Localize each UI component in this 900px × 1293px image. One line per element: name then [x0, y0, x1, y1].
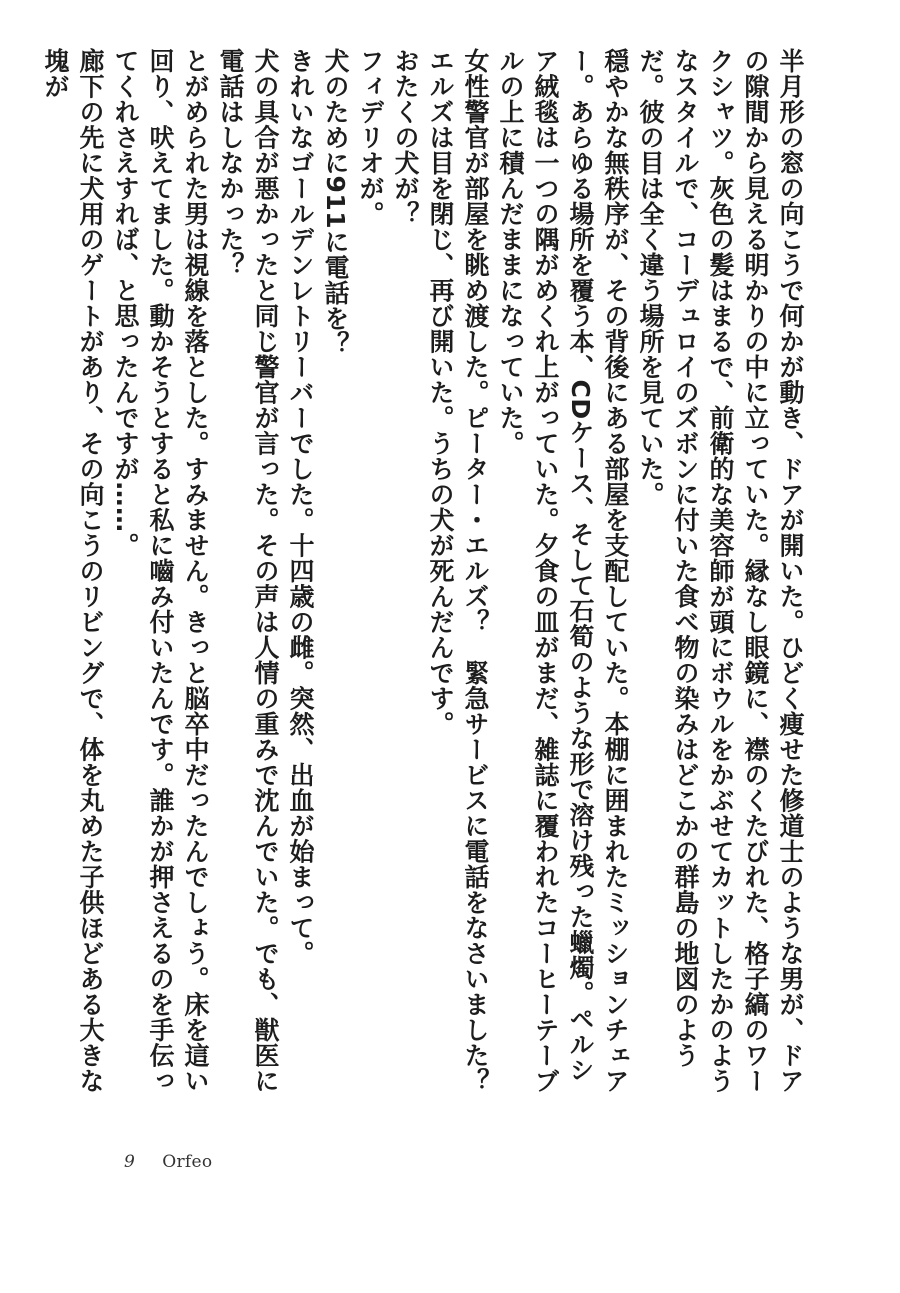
paragraph: 穏やかな無秩序が、その背後にある部屋を支配していた。本棚に囲まれたミッションチェアー。あらゆる場所を覆う本、CDケース、そして石筍のような形で溶け残った蠟燭。ペルシア絨毯は一つの隅がめくれ上がっていた。夕食の皿がまだ、雑誌に覆われたコーヒーテーブルの上に積んだままになっていた。	[496, 48, 630, 1094]
paragraph: きれいなゴールデンレトリーバーでした。十四歳の雌。突然、出血が始まって。	[286, 48, 315, 966]
paragraph: 女性警官が部屋を眺め渡した。ピーター・エルズ？ 緊急サービスに電話をなさいました？	[461, 48, 490, 1094]
paragraph: おたくの犬が？	[391, 48, 420, 227]
paragraph: 犬の具合が悪かったと同じ警官が言った。その声は人情の重みで沈んでいた。でも、獣医に電話はしなかった？	[216, 48, 280, 1094]
paragraph: とがめられた男は視線を落とした。すみません。きっと脳卒中だったんでしょう。床を這い回り、吠えてました。動かそうとすると私に嚙み付いたんです。誰かが押さえるのを手伝ってくれさえすれば、と思ったんですが……。	[111, 48, 210, 1094]
paragraph: 犬のために911に電話を？	[321, 48, 350, 357]
paragraph: エルズは目を閉じ、再び開いた。うちの犬が死んだんです。	[426, 48, 455, 737]
paragraph: 半月形の窓の向こうで何かが動き、ドアが開いた。ひどく痩せた修道士のような男が、ドアの隙間から見える明かりの中に立っていた。縁なし眼鏡に、襟のくたびれた、格子縞のワークシャツ。灰色の髪はまるで、前衛的な美容師が頭にボウルをかぶせてカットしたかのようなスタイルで、コーデュロイのズボンに付いた食べ物の染みはどこかの群島の地図のようだ。彼の目は全く違う場所を見ていた。	[636, 48, 805, 1094]
paragraph: 廊下の先に犬用のゲートがあり、その向こうのリビングで、体を丸めた子供ほどある大きな塊が	[41, 48, 105, 1094]
running-title: Orfeo	[162, 1152, 213, 1172]
page-footer	[124, 1152, 212, 1172]
paragraph: フィデリオが。	[356, 48, 385, 227]
page-number: 9	[124, 1152, 135, 1172]
vertical-body-text	[41, 48, 808, 1108]
